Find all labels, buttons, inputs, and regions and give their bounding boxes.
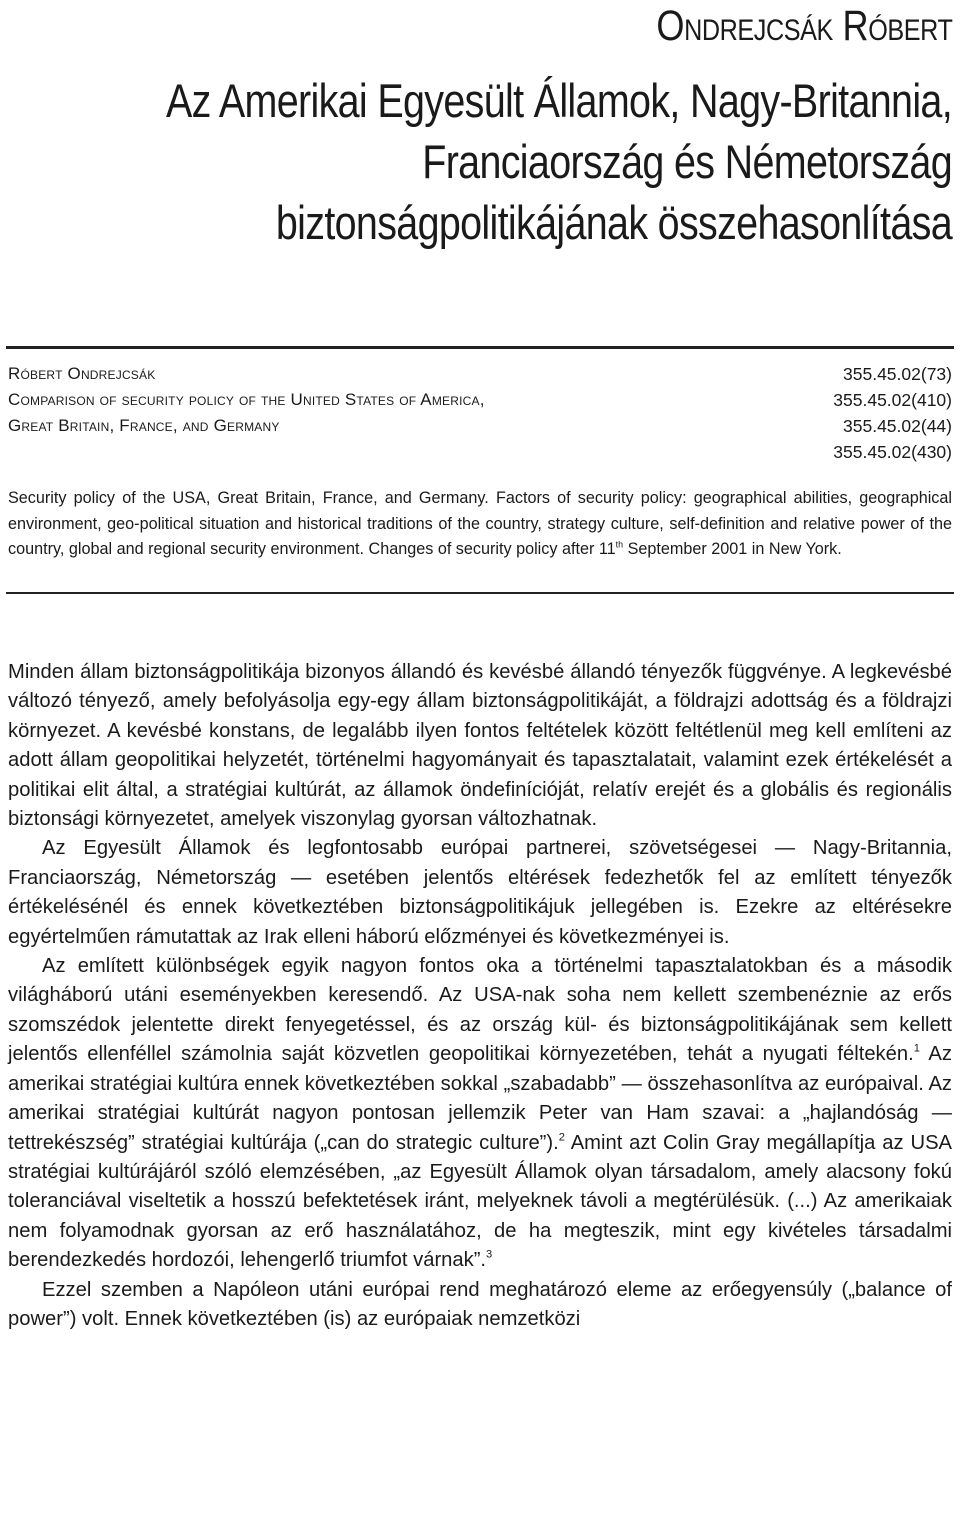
title-line-1: Az Amerikai Egyesült Államok, Nagy-Britannia, xyxy=(165,74,953,127)
udc-code: 355.45.02(73) xyxy=(843,364,952,384)
footnote-ref-2: 2 xyxy=(558,1131,565,1144)
bottom-divider xyxy=(6,592,954,594)
abstract-superscript: th xyxy=(615,539,624,550)
paragraph-3-part-1: Az említett különbségek egyik nagyon fontos oka a történelmi tapasztalatokban és a második világháború utáni eseményekben keresendő. Az USA-nak soha nem kellett szembenéznie az erős szomszédok jelentette direkt fenyegetéssel, és az ország kül- és biztonságpolitikájának sem kellett jelentős ellenféllel számolnia saját közvetlen geopolitikai környezetében, tehát a nyugati féltekén. xyxy=(8,955,952,1066)
footnote-ref-1: 1 xyxy=(913,1042,920,1055)
english-line xyxy=(8,413,952,439)
paragraph-2: Az Egyesült Államok és legfontosabb európai partnerei, szövetségesei — Nagy-Britannia, Franciaország, Németország — esetében jelentős eltérések fedezhetők fel az említett tényezők értékelésénél és ennek következtében biztonságpolitikájuk jellegében is. Ezekre az eltérésekre egyértelműen rámutattak az Irak elleni háború előzményei és következményei is. xyxy=(8,837,952,948)
article-title xyxy=(28,70,952,253)
english-abstract xyxy=(8,486,952,563)
english-header-block xyxy=(8,361,952,465)
author-name: Ondrejcsák Róbert xyxy=(655,2,952,50)
paragraph-1: Minden állam biztonságpolitikája bizonyos állandó és kevésbé állandó tényezők függvénye. A legkevésbé változó tényező, amely befolyásolja egy-egy állam biztonságpolitikáját, a földrajzi adottság és a földrajzi környezet. A kevésbé konstans, de legalább ilyen fontos feltételek között feltétlenül meg kell említeni az adott állam geopolitikai helyzetét, történelmi hagyományait és tapasztalatait, valamint ezek értékelését a politikai elit által, a stratégiai kultúrát, az államok öndefinícióját, relatív erejét és a globális és regionális biztonsági környezetet, amelyek viszonylag gyorsan változhatnak. xyxy=(8,661,952,831)
paragraph-3 xyxy=(8,952,952,1275)
title-line-2: Franciaország és Németország xyxy=(422,135,952,188)
english-line xyxy=(8,387,952,413)
top-divider xyxy=(6,346,954,349)
udc-code: 355.45.02(410) xyxy=(833,390,952,410)
paragraph-3-part-2: Az amerikai stratégiai kultúra ennek következtében sokkal „szabadabb” — összehasonlítva az európaival. Az amerikai stratégiai kultúrát nagyon pontosan jellemzik Peter van Ham szavai: a „hajlandóság — tettrekészség” stratégiai kultúrája („can do strategic culture”). xyxy=(8,1043,952,1154)
english-title-line-2: Great Britain, France, and Germany xyxy=(8,416,280,435)
english-title-line-1: Comparison of security policy of the United States of America, xyxy=(8,390,485,409)
footnote-ref-3: 3 xyxy=(486,1248,493,1261)
abstract-text: Security policy of the USA, Great Britain, France, and Germany. Factors of security policy: geographical abilities, geographical environment, geo-political situation and historical traditions of the country, strategy culture, self-definition and relative power of the country, global and regional security environment. Changes of security policy after 11 xyxy=(8,489,952,558)
paragraph-3-part-3: Amint azt Colin Gray megállapítja az USA stratégiai kultúrájáról szóló elemzésében, „az Egyesült Államok olyan társadalom, amely alacsony fokú toleranciával viseltetik a hosszú befektetések iránt, melyeknek távoli a megtérülésük. (...) Az amerikaiak nem folyamodnak gyorsan az erő használatához, de ha megteszik, mint egy kivételes társadalmi berendezkedés hordozói, lehengerlő triumfot várnak”. xyxy=(8,1131,952,1272)
udc-code: 355.45.02(44) xyxy=(843,416,952,436)
english-author: Róbert Ondrejcsák xyxy=(8,364,156,383)
abstract-text-end: September 2001 in New York. xyxy=(623,540,842,558)
udc-code: 355.45.02(430) xyxy=(833,442,952,462)
title-line-3: biztonságpolitikájának összehasonlítása xyxy=(275,196,952,249)
english-line xyxy=(8,361,952,387)
english-line xyxy=(8,439,952,465)
article-body xyxy=(8,658,952,1334)
paragraph-4: Ezzel szemben a Napóleon utáni európai rend meghatározó eleme az erőegyensúly („balance of power”) volt. Ennek következtében (is) az európaiak nemzetközi xyxy=(8,1278,952,1330)
